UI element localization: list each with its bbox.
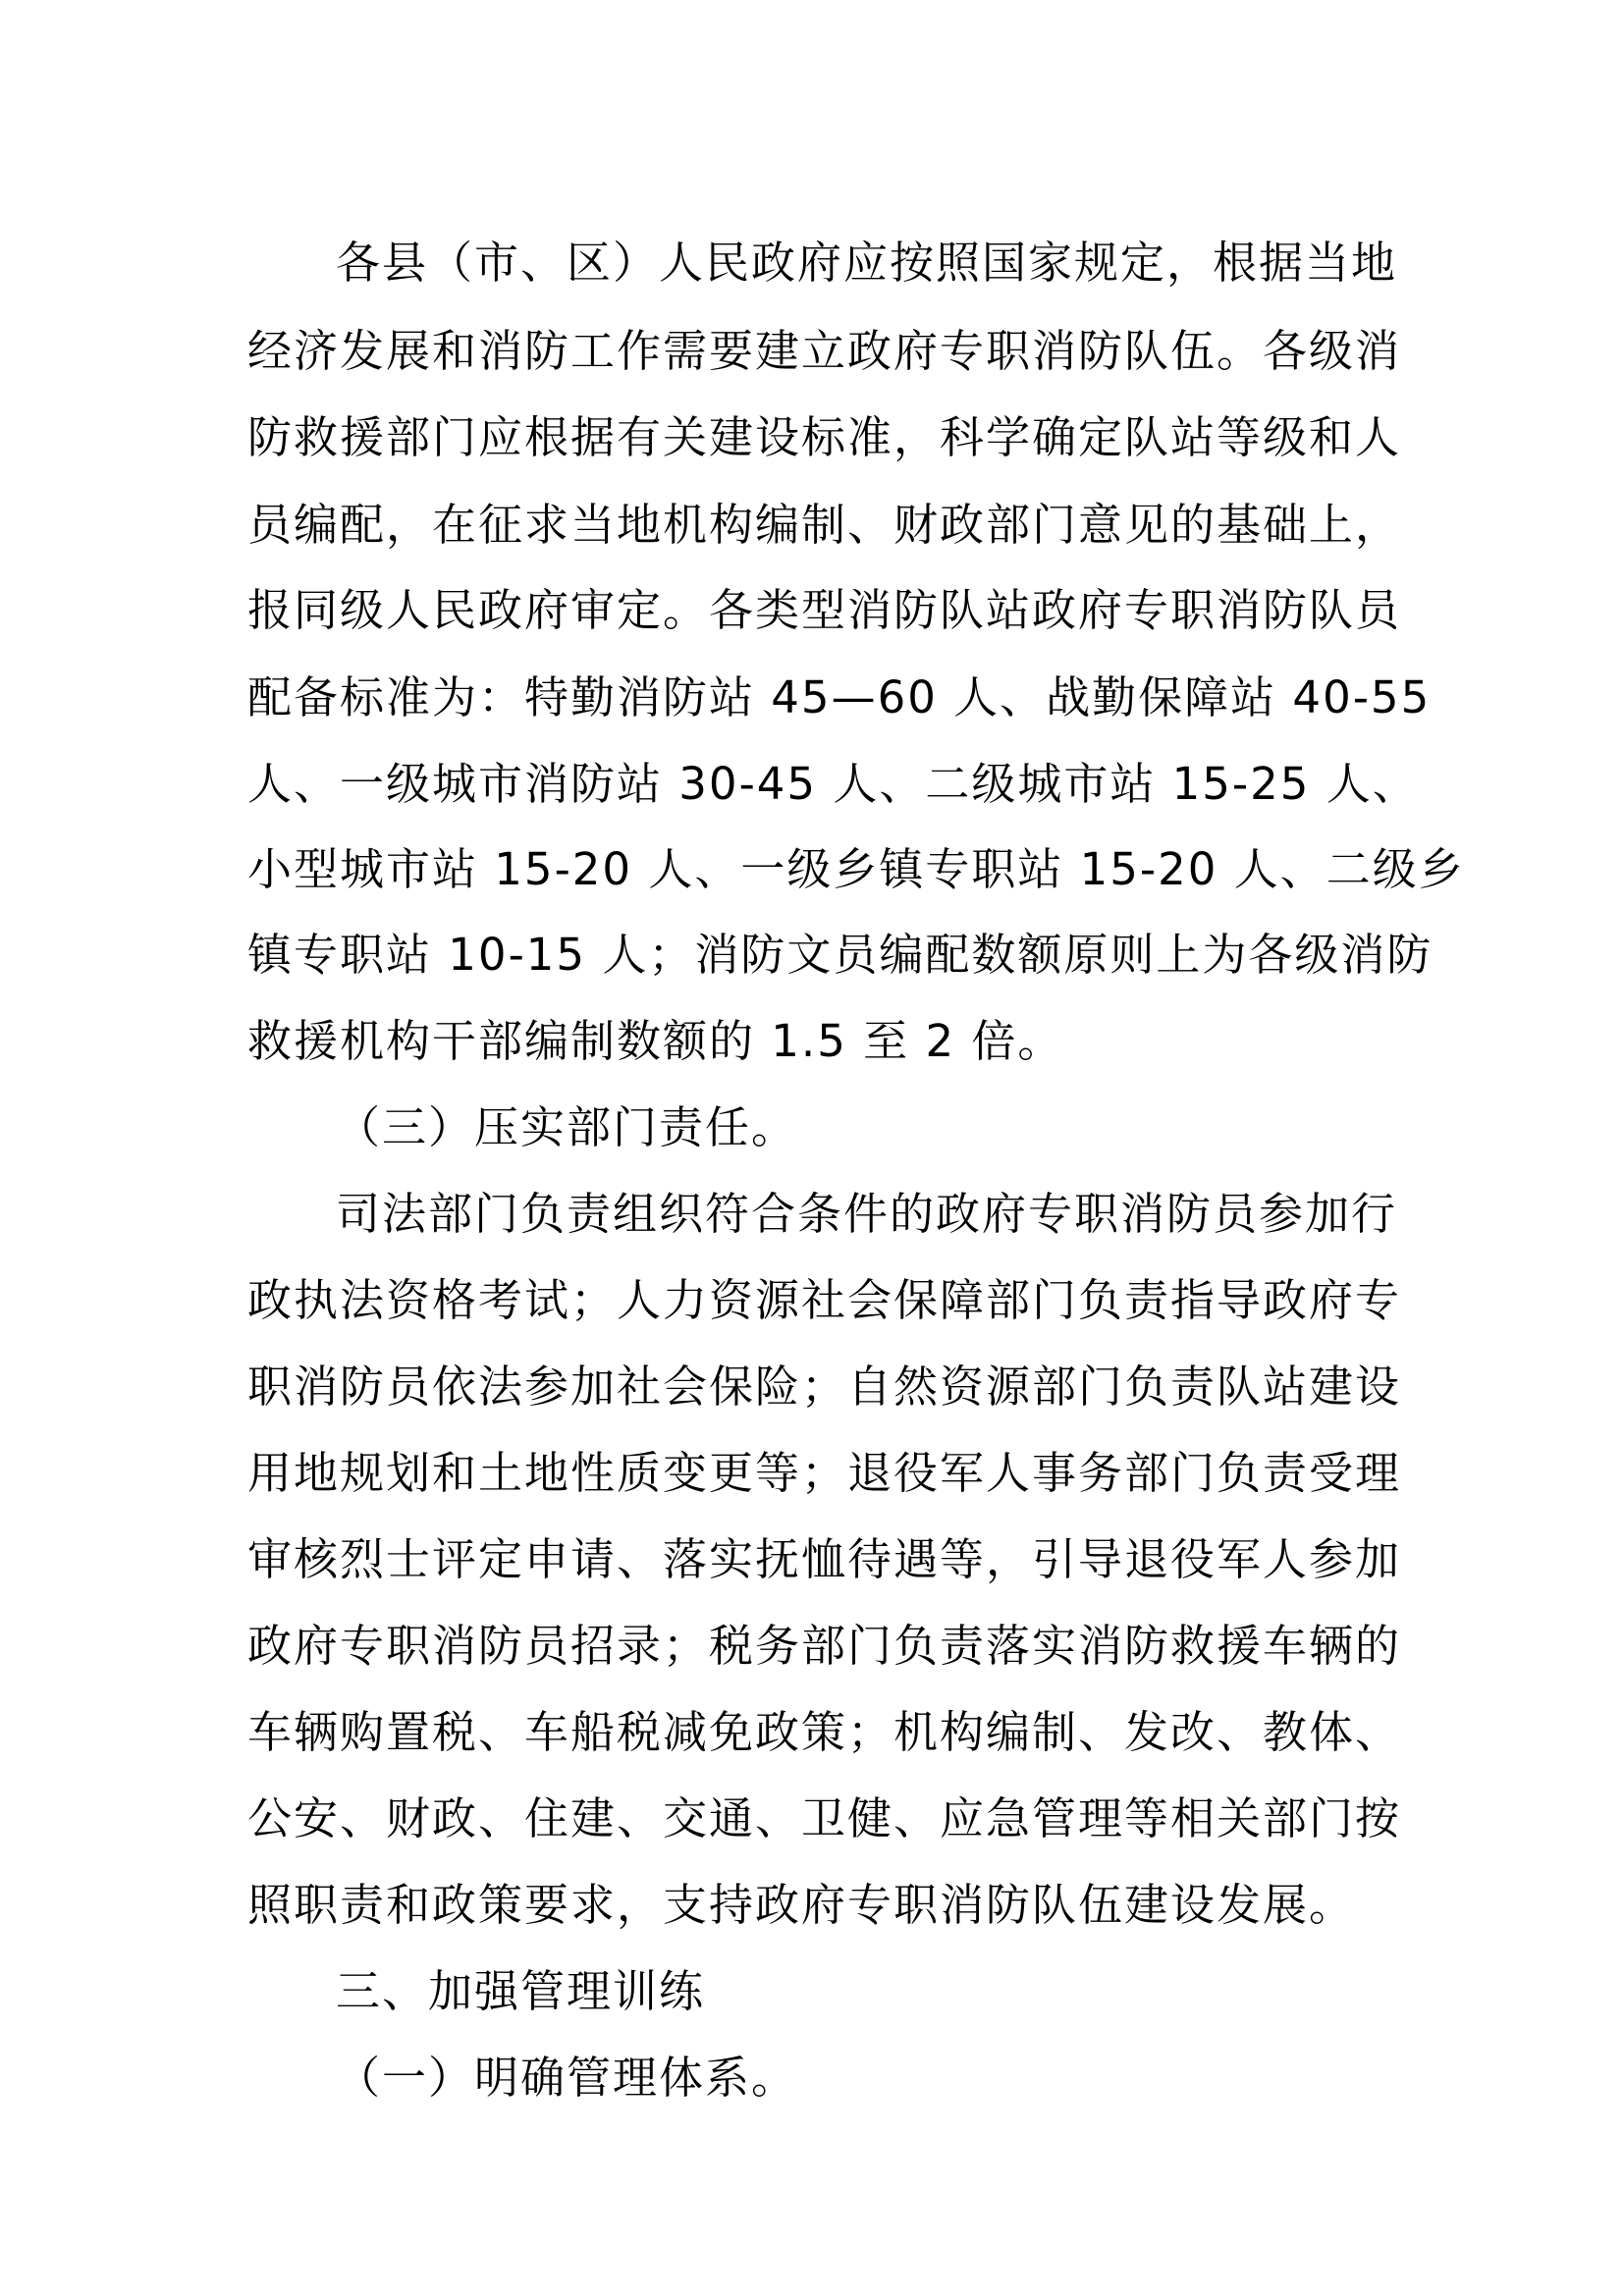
text-line: 公安、财政、住建、交通、卫健、应急管理等相关部门按 [247, 1792, 1402, 1844]
text-line: 照职责和政策要求，支持政府专职消防队伍建设发展。 [247, 1879, 1356, 1931]
section-heading: （一）明确管理体系。 [336, 2052, 798, 2104]
section-heading: （三）压实部门责任。 [336, 1101, 798, 1153]
text-line: 人、一级城市消防站 30-45 人、二级城市站 15-25 人、 [247, 758, 1419, 810]
text-line: 小型城市站 15-20 人、一级乡镇专职站 15-20 人、二级乡 [247, 843, 1465, 895]
text-line: 政执法资格考试；人力资源社会保障部门负责指导政府专 [247, 1274, 1402, 1326]
text-line: 各县（市、区）人民政府应按照国家规定，根据当地 [336, 237, 1398, 289]
text-line: 政府专职消防员招录；税务部门负责落实消防救援车辆的 [247, 1620, 1402, 1672]
text-line: 配备标准为：特勤消防站 45—60 人、战勤保障站 40-55 [247, 671, 1432, 723]
text-line: 镇专职站 10-15 人；消防文员编配数额原则上为各级消防 [247, 929, 1434, 981]
text-line: 司法部门负责组织符合条件的政府专职消防员参加行 [336, 1188, 1398, 1240]
text-line: 救援机构干部编制数额的 1.5 至 2 倍。 [247, 1015, 1064, 1067]
text-line: 报同级人民政府审定。各类型消防队站政府专职消防队员 [247, 584, 1402, 636]
text-line: 经济发展和消防工作需要建立政府专职消防队伍。各级消 [247, 325, 1402, 377]
text-line: 审核烈士评定申请、落实抚恤待遇等，引导退役军人参加 [247, 1533, 1402, 1585]
text-line: 防救援部门应根据有关建设标准，科学确定队站等级和人 [247, 411, 1402, 463]
text-line: 车辆购置税、车船税减免政策；机构编制、发改、教体、 [247, 1706, 1402, 1758]
text-line: 职消防员依法参加社会保险；自然资源部门负责队站建设 [247, 1361, 1402, 1413]
text-line: 员编配，在征求当地机构编制、财政部门意见的基础上， [247, 499, 1402, 551]
section-heading: 三、加强管理训练 [336, 1965, 706, 2017]
text-line: 用地规划和土地性质变更等；退役军人事务部门负责受理 [247, 1447, 1402, 1499]
